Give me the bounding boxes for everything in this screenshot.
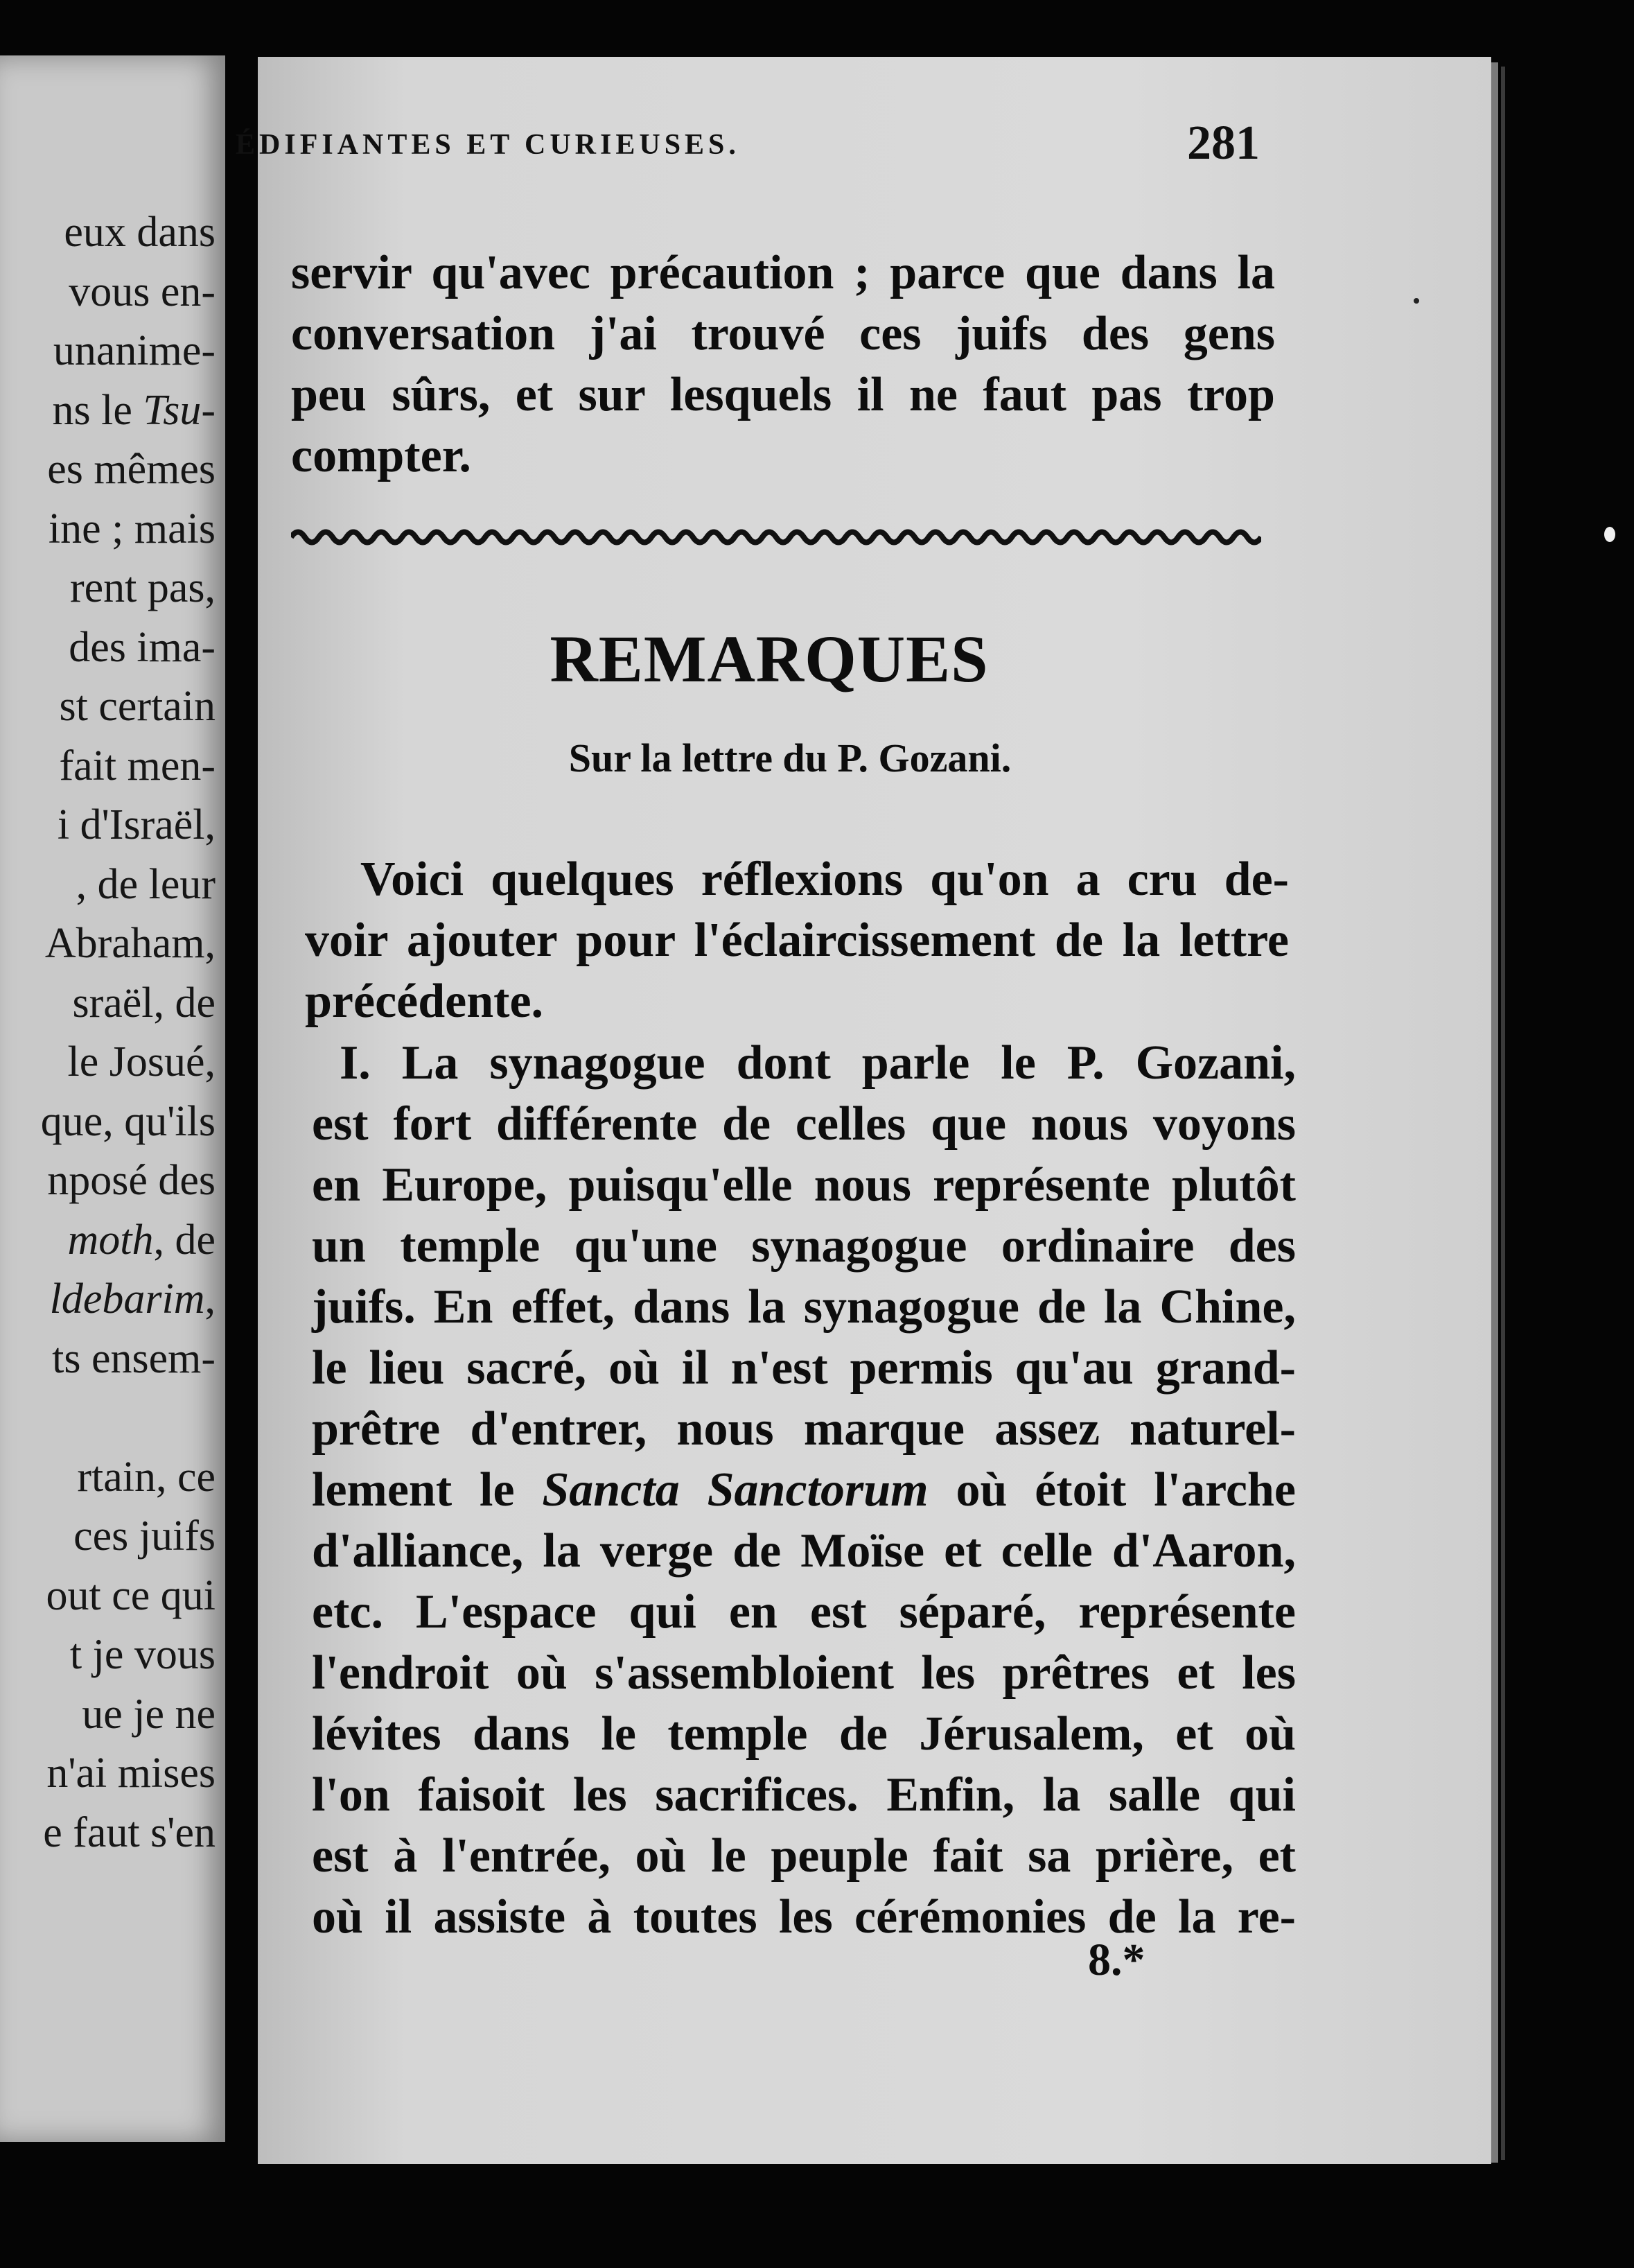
facing-page-line: Abraham, (44, 920, 216, 967)
text-line: prêtre d'entrer, nous marque assez naturel- (312, 1402, 1296, 1456)
facing-page-line: vous en- (69, 268, 216, 315)
facing-page-line: es mêmes (47, 446, 216, 493)
decorative-rule (291, 527, 1261, 548)
text-line: conversation j'ai trouvé ces juifs des gens (291, 307, 1275, 360)
italic-term: Sancta Sanctorum (542, 1463, 929, 1517)
text-line: d'alliance, la verge de Moïse et celle d'Aaron, (312, 1524, 1296, 1578)
page-edge (1491, 62, 1498, 2163)
facing-page-line: ces juifs (73, 1512, 216, 1560)
page-header (236, 116, 1261, 184)
text-line: l'on faisoit les sacrifices. Enfin, la salle qui (312, 1768, 1296, 1822)
text-line: servir qu'avec précaution ; parce que dans la (291, 246, 1275, 299)
facing-page-line: sraël, de (72, 979, 216, 1027)
page-edge-shadow (1501, 67, 1505, 2160)
facing-page-line: que, qu'ils (40, 1097, 216, 1145)
text-line: lévites dans le temple de Jérusalem, et où (312, 1707, 1296, 1761)
facing-page-line: des ima- (69, 623, 216, 671)
text-line: compter. (291, 429, 471, 482)
facing-page-line: ts ensem- (52, 1334, 216, 1382)
section-subtitle: Sur la lettre du P. Gozani. (568, 735, 1012, 780)
section-title: REMARQUES (550, 622, 989, 696)
text-line: lement le Sancta Sanctorum où étoit l'arche (312, 1463, 1296, 1517)
text-line: précédente. (305, 975, 544, 1028)
text-line: Voici quelques réflexions qu'on a cru de- (360, 853, 1289, 906)
facing-page-line: le Josué, (67, 1038, 216, 1085)
text-line: en Europe, puisqu'elle nous représente plutôt (312, 1158, 1296, 1212)
facing-page-line: , de leur (76, 860, 216, 908)
text-line: un temple qu'une synagogue ordinaire des (312, 1219, 1296, 1273)
scan-speck (1414, 298, 1419, 304)
page-number: 281 (1187, 116, 1260, 170)
text-line: l'endroit où s'assembloient les prêtres et les (312, 1646, 1296, 1700)
text-line: juifs. En effet, dans la synagogue de la Chine, (312, 1280, 1296, 1334)
text-line: où il assiste à toutes les cérémonies de la re- (312, 1890, 1296, 1944)
facing-page-line: rtain, ce (77, 1453, 216, 1501)
facing-page-line: n'ai mises (46, 1750, 216, 1797)
signature-mark: 8.* (1088, 1935, 1145, 1985)
facing-page-line: st certain (59, 683, 216, 730)
facing-page-line: ldebarim, (49, 1275, 216, 1323)
text-line: voir ajouter pour l'éclaircissement de la lettre (305, 914, 1289, 967)
facing-page-line: eux dans (64, 209, 216, 256)
text-line: etc. L'espace qui en est séparé, représente (312, 1585, 1296, 1639)
facing-page-line: nposé des (47, 1157, 216, 1204)
text-line: le lieu sacré, où il n'est permis qu'au grand- (312, 1341, 1296, 1395)
text-line: est à l'entrée, où le peuple fait sa prière, et (312, 1829, 1296, 1883)
top-paragraph (291, 243, 1275, 487)
text-line: est fort différente de celles que nous voyons (312, 1097, 1296, 1151)
facing-page-line: t je vous (69, 1631, 216, 1678)
facing-page-line: ns le Tsu- (52, 386, 216, 434)
facing-page-fragment (0, 55, 225, 2142)
facing-page-line: ue je ne (82, 1690, 216, 1738)
facing-page-line: fait men- (59, 742, 216, 790)
body-paragraph-2 (312, 1033, 1296, 1948)
facing-page-line: ine ; mais (48, 505, 216, 552)
facing-page-line: out ce qui (46, 1571, 216, 1619)
facing-page-line: e faut s'en (43, 1808, 216, 1856)
facing-page-line: unanime- (53, 327, 216, 374)
text-line: peu sûrs, et sur lesquels il ne faut pas trop (291, 368, 1275, 421)
scan-speck (1604, 527, 1615, 542)
facing-page-line: rent pas, (69, 564, 216, 611)
facing-page-line: i d'Israël, (57, 801, 216, 848)
facing-page-line: moth, de (67, 1216, 216, 1264)
text-line: I. La synagogue dont parle le P. Gozani, (340, 1036, 1296, 1090)
running-head: ÉDIFIANTES ET CURIEUSES. (236, 129, 740, 161)
body-paragraph-1 (305, 849, 1289, 1032)
